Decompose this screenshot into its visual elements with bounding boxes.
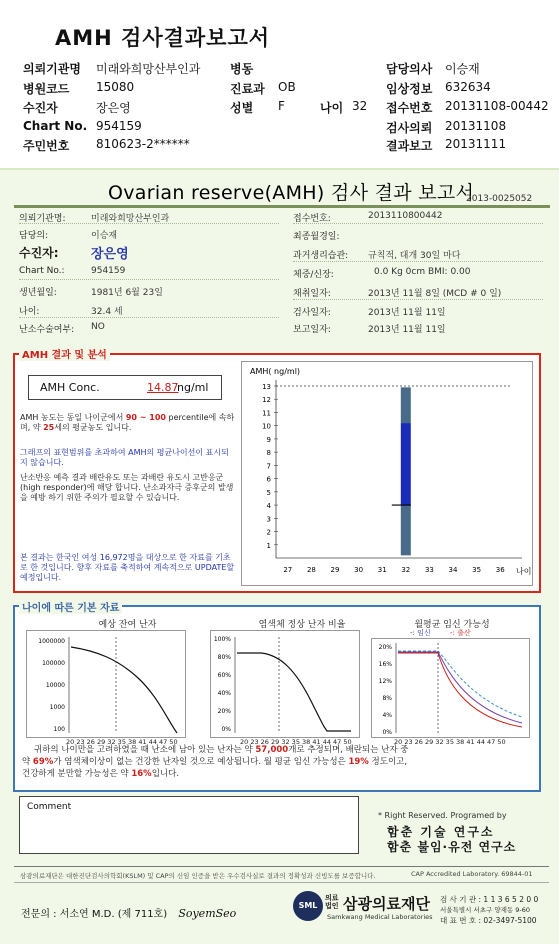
age-label: 나이: [320, 101, 344, 115]
chart-no-value: 954159: [96, 119, 142, 133]
amh-description-3: 난소반응 예측 결과 배란유도 또는 과배란 유도시 고반응군 (high responder)에 해당 합니다. 난소과자극 증후군의 발생을 예방 하기 위한 주의가 필요할 수 있습니다.: [20, 473, 234, 502]
chart1-x-axis: 20 23 26 29 32 35 38 41 44 47 50: [66, 738, 178, 746]
divider: [14, 882, 549, 883]
y-tick-label: 1: [266, 541, 271, 550]
birth-curve: [398, 653, 522, 727]
normal-egg-rate: 69%: [32, 757, 54, 767]
report-date-label: 결과보고: [386, 139, 433, 153]
department-label: 진료과: [230, 82, 265, 96]
org-type-2: 법인: [325, 902, 339, 910]
conc-unit: ng/ml: [177, 381, 209, 394]
y-tick: 100%: [213, 636, 231, 643]
y-axis-title: AMH( ng/ml): [250, 367, 301, 376]
accession-label: 접수번호: [386, 101, 433, 115]
info-value: 규칙적, 대개 30일 마다: [368, 251, 461, 261]
specialist-name: 전문의 : 서소연 M.D. (제 711호): [21, 909, 168, 920]
amh-concentration-box: [28, 375, 222, 400]
residual-eggs-plot: [27, 631, 185, 737]
y-tick: 0%: [382, 729, 392, 736]
amh-description-4: 본 결과는 한국인 여성 16,972명을 대상으로 한 자료를 기초로 한 것입니다. 향후 자료를 축적하여 계속적으로 UPDATE할 예정입니다.: [20, 553, 235, 582]
specialist: [21, 905, 236, 920]
equivalent-age: 25: [43, 423, 55, 432]
department-value: OB: [278, 80, 296, 94]
info-label: 최종월경일:: [293, 232, 340, 242]
amh-chart: [242, 362, 532, 585]
divider: [19, 223, 279, 224]
percentile-range: 90 ~ 100: [125, 413, 166, 422]
sml-logo-icon: SML: [293, 891, 323, 921]
sex-value: F: [278, 99, 285, 113]
resident-no-label: 주민번호: [23, 139, 70, 153]
header-row: [23, 60, 81, 77]
basic-section-title: 나이에 따른 기본 자료: [19, 599, 122, 614]
info-label: 체중/신장:: [293, 270, 334, 280]
patient-value: 장은영: [96, 101, 131, 115]
summary-line-2: [22, 756, 407, 768]
x-tick-label: 34: [448, 566, 458, 574]
text: 입니다.: [151, 769, 180, 779]
amh-chart-frame: [241, 361, 533, 586]
amh-bar-segment: [401, 423, 411, 505]
y-tick-label: 13: [262, 383, 271, 391]
conc-value: 14.87: [147, 381, 179, 394]
y-tick: 10000: [45, 682, 65, 689]
phone: 대 표 번 호 : 02-3497-5100: [440, 916, 537, 925]
y-tick: 80%: [217, 654, 231, 661]
x-tick-label: 33: [424, 566, 434, 574]
address: 서울특별시 서초구 양재동 9-60: [440, 906, 531, 914]
signature: SoyemSeo: [178, 907, 237, 920]
y-tick-label: 12: [262, 396, 271, 405]
organization-name: 삼광의료재단: [343, 895, 430, 913]
divider: [293, 261, 543, 262]
divider: [19, 279, 279, 280]
page-title: AMH 검사결과보고서: [55, 26, 271, 50]
text: 귀하의 나이만을 고려하였을 때 난소에 남아 있는 난자는 약: [34, 745, 253, 755]
combined-curve: [398, 652, 522, 723]
patient-label-large: 수진자:: [19, 246, 59, 260]
text: 가 염색체이상이 없는 건강한 난자일 것으로 예상됩니다. 월 평균 임신 가능성은: [53, 757, 346, 767]
info-label: 과거생리습관:: [293, 251, 349, 261]
conc-label: AMH Conc.: [40, 381, 100, 394]
y-tick-label: 7: [266, 462, 271, 471]
text: AMH 농도는 동일 나이군에서: [20, 413, 124, 422]
summary-line-3: [22, 768, 179, 780]
amh-bar-segment: [401, 387, 411, 423]
resident-no-value: 810623-2******: [96, 137, 190, 151]
info-value: 미래와희망산부인과: [91, 214, 170, 224]
amh-section-title: AMH 결과 및 분석: [19, 346, 110, 361]
y-tick-label: 8: [266, 449, 271, 458]
accreditation-note: 삼광의료재단은 대한진단검사의학회(KSLM) 및 CAP의 신임 인증을 받은 우수검사실로 결과의 정확성과 신빙도를 보증합니다.: [20, 872, 376, 880]
chart3-title: 월평균 임신 가능성: [414, 620, 490, 630]
rights-notice: * Right Reserved. Programed by: [378, 811, 507, 820]
info-label: 보고일자:: [293, 325, 331, 335]
y-tick-label: 5: [266, 488, 271, 497]
org-type: [325, 894, 339, 910]
y-tick: 8%: [382, 695, 392, 702]
accession-value: 20131108-00442: [445, 99, 549, 113]
chart3-x-axis: 20 23 26 29 32 35 38 41 44 47 50: [394, 738, 506, 746]
lab-name-1: 함춘 기술 연구소: [387, 825, 495, 839]
text: 정도이고,: [371, 757, 408, 767]
header-section: [0, 0, 559, 163]
field-label: 의뢰기관명: [23, 62, 81, 76]
y-tick: 1000000: [38, 638, 65, 645]
pregnancy-chart: [371, 638, 530, 738]
x-tick-label: 27: [283, 566, 293, 574]
info-label: 나이:: [19, 307, 40, 317]
info-value: 2013년 11월 11일: [368, 325, 446, 335]
pregnancy-curve: [398, 651, 522, 717]
info-label: 접수번호:: [293, 214, 331, 224]
patient-name: 장은영: [91, 247, 129, 262]
divider: [14, 866, 549, 867]
y-tick: 4%: [382, 712, 392, 719]
report-date-value: 20131111: [445, 137, 507, 151]
x-tick-label: 31: [377, 566, 387, 574]
info-label: 담당의:: [19, 231, 49, 241]
y-tick: 60%: [217, 672, 231, 679]
x-axis-title: 나이: [516, 567, 532, 576]
y-tick: 16%: [378, 661, 392, 668]
comment-label: Comment: [27, 802, 72, 812]
y-tick: 100: [53, 726, 65, 733]
report-title: Ovarian reserve(AMH) 검사 결과 보고서: [108, 182, 475, 204]
x-tick-label: 30: [354, 566, 364, 574]
organization-name-en: Samkwang Medical Laboratories: [327, 913, 433, 921]
y-tick: 20%: [378, 644, 392, 651]
pregnancy-rate: 19%: [348, 757, 369, 767]
y-tick: 20%: [217, 708, 231, 715]
chart2-x-axis: 20 23 26 29 32 35 38 41 44 47 50: [240, 738, 352, 746]
info-label: 의뢰기관명:: [19, 214, 66, 224]
y-tick: 0%: [221, 726, 231, 733]
chart-no-label: Chart No.: [23, 119, 88, 133]
lab-code: 검 사 기 관 : 1 1 3 6 5 2 0 0: [440, 895, 539, 904]
y-tick-label: 4: [266, 502, 271, 511]
y-tick: 100000: [42, 660, 65, 667]
clinical-info-value: 632634: [445, 80, 491, 94]
report-number: 2013-0025052: [466, 194, 533, 204]
hospital-code-value: 15080: [96, 80, 135, 94]
legend-pregnancy: -: 임신: [410, 629, 431, 637]
summary-line-1: [34, 744, 408, 756]
y-tick-label: 9: [266, 435, 271, 444]
curve: [237, 653, 351, 731]
amh-bar-segment: [401, 505, 411, 555]
clinical-info-label: 임상정보: [386, 82, 433, 96]
amh-description-2: 그래프의 표현범위를 초과하여 AMH의 평균나이선이 표시되지 않습니다.: [20, 448, 229, 467]
info-value: 0.0 Kg 0cm BMI: 0.00: [374, 267, 471, 277]
x-tick-label: 36: [495, 566, 505, 574]
y-tick: 1000: [49, 704, 65, 711]
info-label: 검사일자:: [293, 308, 331, 318]
ward-label: 병동: [230, 62, 254, 76]
text: percentile에 속하며, 약: [20, 413, 235, 432]
comment-box: [19, 796, 359, 854]
amh-description-1: [20, 413, 235, 433]
y-tick-label: 6: [266, 475, 271, 484]
divider: [19, 317, 279, 318]
doctor-value: 이승재: [445, 62, 480, 76]
age-value: 32: [352, 99, 368, 113]
y-tick-label: 3: [266, 515, 271, 524]
normal-eggs-plot: [211, 631, 359, 737]
y-tick-label: 2: [266, 528, 271, 537]
info-label: 난소수술여부:: [19, 325, 75, 335]
sex-label: 성별: [230, 101, 254, 115]
text: 세의 평균농도 입니다.: [54, 423, 132, 432]
remaining-eggs: 57,000: [255, 745, 289, 755]
info-value: 이승재: [91, 231, 118, 241]
x-tick-label: 29: [330, 566, 340, 574]
divider: [293, 223, 543, 224]
request-date-value: 20131108: [445, 119, 507, 133]
cap-accreditation: CAP Accredited Laboratory. 69844-01: [411, 870, 533, 878]
info-value: NO: [91, 322, 105, 332]
curve: [71, 647, 177, 733]
birth-rate: 16%: [131, 769, 152, 779]
info-label: Chart No.:: [19, 266, 65, 276]
residual-eggs-chart: [26, 630, 186, 738]
y-tick: 12%: [378, 678, 392, 685]
normal-eggs-chart: [210, 630, 360, 738]
legend-birth: -: 출산: [450, 629, 471, 637]
y-tick: 40%: [217, 690, 231, 697]
divider: [293, 299, 543, 300]
info-value: 2013년 11월 11일: [368, 308, 446, 318]
pregnancy-plot: [372, 639, 529, 737]
y-tick-label: 11: [262, 409, 271, 418]
info-label: 채취일자:: [293, 289, 331, 299]
info-value: 1981년 6월 23일: [91, 288, 163, 298]
x-tick-label: 28: [306, 566, 316, 574]
y-tick-label: 10: [262, 422, 271, 431]
text: 약: [22, 757, 31, 767]
hospital-code-label: 병원코드: [23, 82, 70, 96]
patient-label: 수진자: [23, 101, 58, 115]
doctor-label: 담당의사: [386, 62, 433, 76]
org-type-1: 의료: [325, 894, 339, 902]
info-value: 32.4 세: [91, 307, 123, 317]
title-divider: [14, 205, 550, 208]
request-date-label: 검사의뢰: [386, 121, 433, 135]
text: 개로 추정되며, 배란되는 난자 중: [288, 745, 409, 755]
info-label: 생년월일:: [19, 288, 57, 298]
chart1-title: 예상 잔여 난자: [98, 620, 157, 630]
x-tick-label: 35: [472, 566, 482, 574]
info-value: 954159: [91, 266, 126, 276]
chart2-title: 염색체 정상 난자 비율: [258, 620, 346, 630]
info-value: 2013110800442: [368, 211, 443, 221]
lab-name-2: 함춘 불임·유전 연구소: [387, 840, 517, 854]
referral-institution-value: 미래와희망산부인과: [96, 62, 201, 76]
info-value: 2013년 11월 8일 (MCD # 0 일): [368, 289, 502, 299]
x-tick-label: 32: [401, 566, 411, 574]
text: 건강하게 분만할 가능성은 약: [22, 769, 129, 779]
